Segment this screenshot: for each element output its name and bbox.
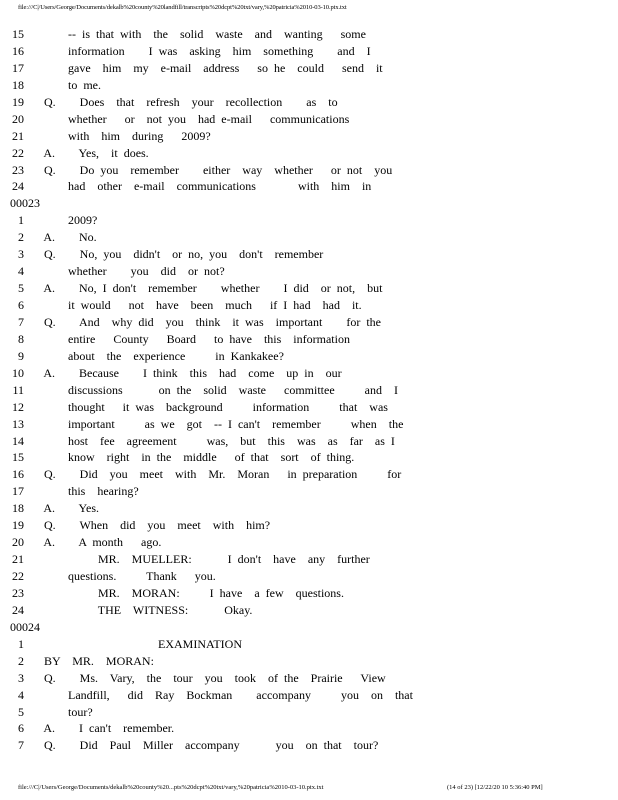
line-number: 2 (18, 653, 24, 668)
line-text: tour? (38, 704, 93, 719)
transcript-line (0, 416, 618, 433)
transcript-line (0, 653, 618, 670)
line-text: entire County Board to have this information (38, 331, 350, 346)
line-number: 10 (12, 365, 24, 380)
line-number: 7 (18, 314, 24, 329)
transcript-line (0, 449, 618, 466)
line-number: 17 (12, 484, 24, 499)
line-text: whether you did or not? (38, 264, 225, 279)
line-number: 7 (18, 738, 24, 753)
line-text: THE WITNESS: Okay. (38, 602, 253, 617)
line-text: whether or not you had e-mail communications (38, 111, 350, 126)
line-number: 6 (18, 298, 24, 312)
transcript-line (0, 94, 618, 111)
line-number: 8 (18, 331, 24, 346)
line-number: 9 (18, 348, 24, 363)
line-number: 23 (12, 162, 24, 177)
line-text: Q. Did Paul Miller accompany you on that tour? (38, 738, 379, 753)
page-marker (0, 195, 618, 212)
transcript-line (0, 145, 618, 162)
line-text: with him during 2009? (38, 128, 211, 143)
transcript-line (0, 737, 618, 754)
transcript-line (0, 670, 618, 687)
transcript-line (0, 551, 618, 568)
line-text: important as we got -- I can't remember when the (38, 416, 404, 431)
line-text: Q. When did you meet with him? (38, 518, 271, 533)
transcript-line (0, 280, 618, 297)
transcript-line (0, 246, 618, 263)
page-number: 00024 (10, 619, 40, 634)
transcript-line (0, 331, 618, 348)
line-number: 13 (12, 416, 24, 431)
transcript-line (0, 433, 618, 450)
line-number: 22 (12, 145, 24, 160)
line-number: 20 (12, 111, 24, 126)
line-number: 19 (12, 518, 24, 533)
line-number: 19 (12, 94, 24, 109)
transcript-line (0, 263, 618, 280)
transcript-line (0, 602, 618, 619)
file-path-header: file:///C|/Users/George/Documents/dekalb%20county%20landfill/transcripts%20dcpt%20txt/vary,%20patricia%2010-03-10.ptx.txt (18, 4, 347, 11)
transcript-line (0, 178, 618, 195)
line-text: Q. Ms. Vary, the tour you took of the Prairie View (38, 670, 386, 685)
transcript-line (0, 212, 618, 229)
line-text: A. Because I think this had come up in our (38, 365, 342, 380)
line-number: 3 (18, 670, 24, 685)
line-number: 21 (12, 128, 24, 143)
line-text: to me. (38, 77, 101, 92)
line-text: A. I can't remember. (38, 721, 175, 736)
line-text: -- is that with the solid waste and wanting some (38, 27, 366, 41)
line-text: host fee agreement was, but this was as far as I (38, 433, 395, 448)
page-number: 00023 (10, 196, 40, 211)
line-number: 22 (12, 569, 24, 583)
line-text: Q. Does that refresh your recollection as to (38, 94, 338, 109)
line-text: 2009? (38, 213, 98, 228)
transcript-line (0, 585, 618, 602)
line-number: 18 (12, 501, 24, 516)
transcript-body (0, 26, 618, 754)
transcript-line (0, 466, 618, 483)
line-text: thought it was background information that was (38, 399, 388, 414)
line-number: 4 (18, 687, 24, 702)
line-text: Q. And why did you think it was important for the (38, 314, 381, 329)
transcript-line (0, 26, 618, 43)
line-text: this hearing? (38, 484, 139, 499)
transcript-line (0, 365, 618, 382)
line-number: 18 (12, 77, 24, 92)
line-number: 24 (12, 179, 24, 194)
line-number: 15 (12, 27, 24, 41)
transcript-line (0, 43, 618, 60)
transcript-line (0, 229, 618, 246)
line-text: about the experience in Kankakee? (38, 348, 284, 363)
line-text: BY MR. MORAN: (38, 653, 154, 668)
footer-page-info: (14 of 23) [12/22/20 10 5:36:40 PM] (447, 784, 543, 791)
line-number: 24 (12, 602, 24, 617)
line-text: A. No. (38, 230, 97, 245)
transcript-line (0, 60, 618, 77)
transcript-line (0, 687, 618, 704)
line-number: 14 (12, 433, 24, 448)
transcript-line (0, 348, 618, 365)
line-number: 5 (18, 704, 24, 719)
transcript-line (0, 382, 618, 399)
line-text: Q. Do you remember either way whether or not you (38, 162, 393, 177)
transcript-line (0, 534, 618, 551)
line-number: 20 (12, 535, 24, 550)
transcript-line (0, 77, 618, 94)
transcript-line (0, 314, 618, 331)
footer-file-path: file:///C|/Users/George/Documents/dekalb%20county%20...pts%20dcpt%20txt/vary,%20patricia%2010-03-10.ptx.txt (18, 784, 324, 791)
transcript-line (0, 636, 618, 653)
transcript-line (0, 128, 618, 145)
transcript-line (0, 483, 618, 500)
line-number: 6 (18, 721, 24, 736)
line-text: it would not have been much if I had had it. (38, 298, 362, 312)
line-text: questions. Thank you. (38, 569, 216, 583)
line-number: 12 (12, 399, 24, 414)
line-number: 23 (12, 585, 24, 600)
line-text: gave him my e-mail address so he could send it (38, 60, 383, 75)
line-number: 4 (18, 264, 24, 279)
line-number: 17 (12, 60, 24, 75)
transcript-line (0, 500, 618, 517)
line-number: 2 (18, 230, 24, 245)
line-number: 11 (12, 382, 24, 397)
transcript-line (0, 399, 618, 416)
line-text: had other e-mail communications with him in (38, 179, 372, 194)
line-number: 5 (18, 281, 24, 296)
line-text: Landfill, did Ray Bockman accompany you on that (38, 687, 413, 702)
line-number: 16 (12, 43, 24, 58)
line-number: 21 (12, 552, 24, 567)
line-text: A. A month ago. (38, 535, 162, 550)
line-text: Q. No, you didn't or no, you don't remember (38, 247, 324, 262)
line-text: A. No, I don't remember whether I did or not, but (38, 281, 383, 296)
transcript-line (0, 704, 618, 721)
line-text: information I was asking him something and I (38, 43, 371, 58)
transcript-line (0, 162, 618, 179)
transcript-line (0, 111, 618, 128)
line-number: 1 (18, 213, 24, 228)
line-number: 3 (18, 247, 24, 262)
line-number: 15 (12, 450, 24, 465)
page-marker (0, 619, 618, 636)
line-text: MR. MUELLER: I don't have any further (38, 552, 370, 567)
line-number: 16 (12, 467, 24, 482)
line-text: MR. MORAN: I have a few questions. (38, 585, 344, 600)
transcript-line (0, 517, 618, 534)
line-text: discussions on the solid waste committee and I (38, 382, 398, 397)
line-text: know right in the middle of that sort of thing. (38, 450, 355, 465)
line-text: EXAMINATION (38, 636, 242, 651)
line-number: 1 (18, 636, 24, 651)
transcript-line (0, 720, 618, 737)
transcript-line (0, 568, 618, 585)
line-text: A. Yes, it does. (38, 145, 149, 160)
line-text: A. Yes. (38, 501, 100, 516)
transcript-line (0, 297, 618, 314)
line-text: Q. Did you meet with Mr. Moran in preparation for (38, 467, 402, 482)
